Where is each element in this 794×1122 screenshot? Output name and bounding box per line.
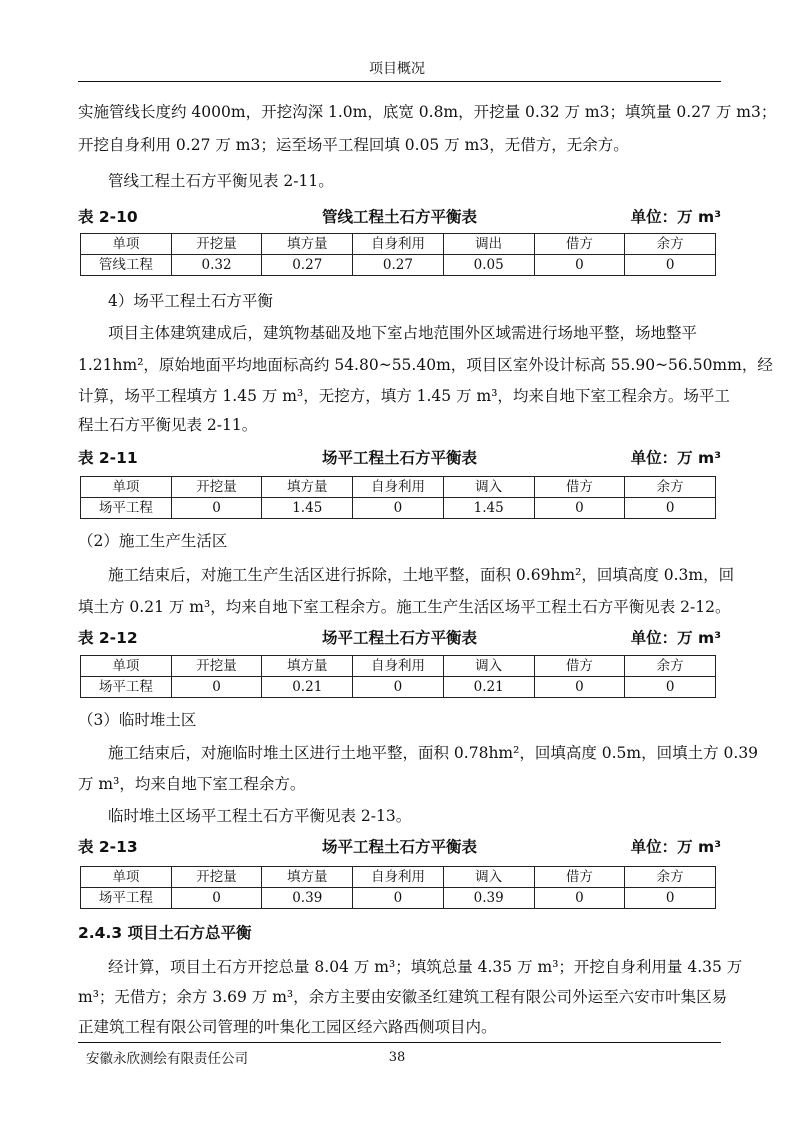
table-unit: 单位：万 m³ [630,629,721,647]
table-header-cell: 开挖量 [171,867,262,888]
table-cell: 0.27 [262,255,353,276]
table-title: 场平工程土石方平衡表 [321,838,477,856]
table-cell: 0.05 [443,255,534,276]
page-number: 38 [388,1050,406,1065]
body-paragraph-line: 计算，场平工程填方 1.45 万 m³，无挖方，填方 1.45 万 m³，均来自地下室工程余方。场平工 [78,387,730,405]
table-cell: 0 [625,677,716,698]
table-cell: 0 [353,888,444,909]
table-cell: 场平工程 [81,888,172,909]
table-cell: 0 [353,677,444,698]
footer-company-name: 安徽永欣测绘有限责任公司 [86,1051,248,1067]
table-cell: 0 [171,498,262,519]
table-header-cell: 单项 [81,867,172,888]
table-caption [78,835,721,857]
table-number: 表 2-12 [78,629,138,647]
body-paragraph-line: 实施管线长度约 4000m，开挖沟深 1.0m，底宽 0.8m，开挖量 0.32 万 m3；填筑量 0.27 万 m3； [78,103,777,121]
body-paragraph-line: 1.21hm²，原始地面平均地面标高约 54.80~55.40m，项目区室外设计标高 55.90~56.50mm，经 [78,356,773,374]
table-header-cell: 填方量 [262,867,353,888]
table-header-cell: 单项 [81,656,172,677]
section-heading: 2.4.3 项目土石方总平衡 [78,924,252,942]
table-number: 表 2-11 [78,449,138,467]
page-header-title: 项目概况 [369,61,425,77]
table-header-cell: 余方 [625,477,716,498]
table-cell: 0 [534,677,625,698]
table-header-cell: 调入 [443,477,534,498]
earthwork-table-2-11 [80,476,716,519]
table-number: 表 2-13 [78,838,138,856]
body-paragraph-line: 开挖自身利用 0.27 万 m3；运至场平工程回填 0.05 万 m3，无借方，无余方。 [78,136,629,154]
table-unit: 单位：万 m³ [630,449,721,467]
body-paragraph-line: 临时堆土区场平工程土石方平衡见表 2-13。 [108,807,412,825]
table-header-cell: 自身利用 [353,867,444,888]
body-paragraph-line: 填土方 0.21 万 m³，均来自地下室工程余方。施工生产生活区场平工程土石方平衡见表 2-12。 [78,598,731,616]
table-cell: 0 [171,888,262,909]
table-header-cell: 调入 [443,656,534,677]
table-header-row [81,234,716,255]
table-caption [78,446,721,468]
table-header-cell: 余方 [625,234,716,255]
table-cell: 0.27 [353,255,444,276]
subsection-heading: （3）临时堆土区 [78,711,197,729]
table-title: 场平工程土石方平衡表 [321,449,477,467]
table-header-cell: 借方 [534,234,625,255]
body-paragraph-line: m³；无借方；余方 3.69 万 m³，余方主要由安徽圣红建筑工程有限公司外运至六安市叶集区易 [78,988,728,1006]
table-header-row [81,477,716,498]
table-header-cell: 单项 [81,477,172,498]
table-cell: 0 [625,888,716,909]
table-cell: 管线工程 [81,255,172,276]
table-header-cell: 填方量 [262,477,353,498]
table-row [81,255,716,276]
table-row [81,888,716,909]
header-rule [78,81,721,82]
table-cell: 场平工程 [81,677,172,698]
table-row [81,498,716,519]
table-header-cell: 自身利用 [353,477,444,498]
table-header-cell: 单项 [81,234,172,255]
table-header-cell: 余方 [625,867,716,888]
table-cell: 1.45 [443,498,534,519]
table-header-cell: 借方 [534,656,625,677]
body-paragraph-line: 经计算，项目土石方开挖总量 8.04 万 m³；填筑总量 4.35 万 m³；开挖自身利用量 4.35 万 [108,958,743,976]
table-cell: 0.32 [171,255,262,276]
table-header-row [81,867,716,888]
table-header-cell: 开挖量 [171,477,262,498]
table-cell: 0 [534,255,625,276]
table-header-cell: 调出 [443,234,534,255]
table-header-cell: 自身利用 [353,234,444,255]
table-cell: 0.39 [443,888,534,909]
subsection-heading: （2）施工生产生活区 [78,532,228,550]
subsection-heading: 4）场平工程土石方平衡 [108,292,273,310]
table-caption [78,205,721,227]
table-cell: 0 [625,498,716,519]
table-cell: 0.21 [262,677,353,698]
body-paragraph-line: 万 m³，均来自地下室工程余方。 [78,775,306,793]
body-paragraph-line: 施工结束后，对施临时堆土区进行土地平整，面积 0.78hm²，回填高度 0.5m，回填土方 0.39 [108,744,759,762]
table-header-cell: 开挖量 [171,656,262,677]
table-row [81,677,716,698]
earthwork-table-2-13 [80,866,716,909]
earthwork-table-2-12 [80,655,716,698]
table-unit: 单位：万 m³ [630,208,721,226]
table-header-cell: 填方量 [262,656,353,677]
table-header-cell: 借方 [534,867,625,888]
table-header-cell: 余方 [625,656,716,677]
table-cell: 0 [625,255,716,276]
table-header-cell: 填方量 [262,234,353,255]
table-cell: 0 [171,677,262,698]
footer-rule [78,1042,721,1043]
table-header-row [81,656,716,677]
table-cell: 0 [353,498,444,519]
table-title: 场平工程土石方平衡表 [321,629,477,647]
earthwork-table-2-10 [80,233,716,276]
table-header-cell: 自身利用 [353,656,444,677]
table-cell: 0.39 [262,888,353,909]
table-cell: 0 [534,888,625,909]
table-cell: 场平工程 [81,498,172,519]
table-header-cell: 借方 [534,477,625,498]
table-cell: 0 [534,498,625,519]
table-header-cell: 调入 [443,867,534,888]
table-unit: 单位：万 m³ [630,838,721,856]
table-caption [78,626,721,648]
table-title: 管线工程土石方平衡表 [321,208,477,226]
body-paragraph-line: 正建筑工程有限公司管理的叶集化工园区经六路西侧项目内。 [78,1018,497,1036]
table-header-cell: 开挖量 [171,234,262,255]
body-paragraph-line: 施工结束后，对施工生产生活区进行拆除，土地平整，面积 0.69hm²，回填高度 0.3m，回 [108,566,735,584]
body-paragraph-line: 管线工程土石方平衡见表 2-11。 [108,172,334,190]
table-number: 表 2-10 [78,208,138,226]
body-paragraph-line: 程土石方平衡见表 2-11。 [78,416,258,434]
table-cell: 1.45 [262,498,353,519]
table-cell: 0.21 [443,677,534,698]
body-paragraph-line: 项目主体建筑建成后，建筑物基础及地下室占地范围外区域需进行场地平整，场地整平 [108,324,698,342]
